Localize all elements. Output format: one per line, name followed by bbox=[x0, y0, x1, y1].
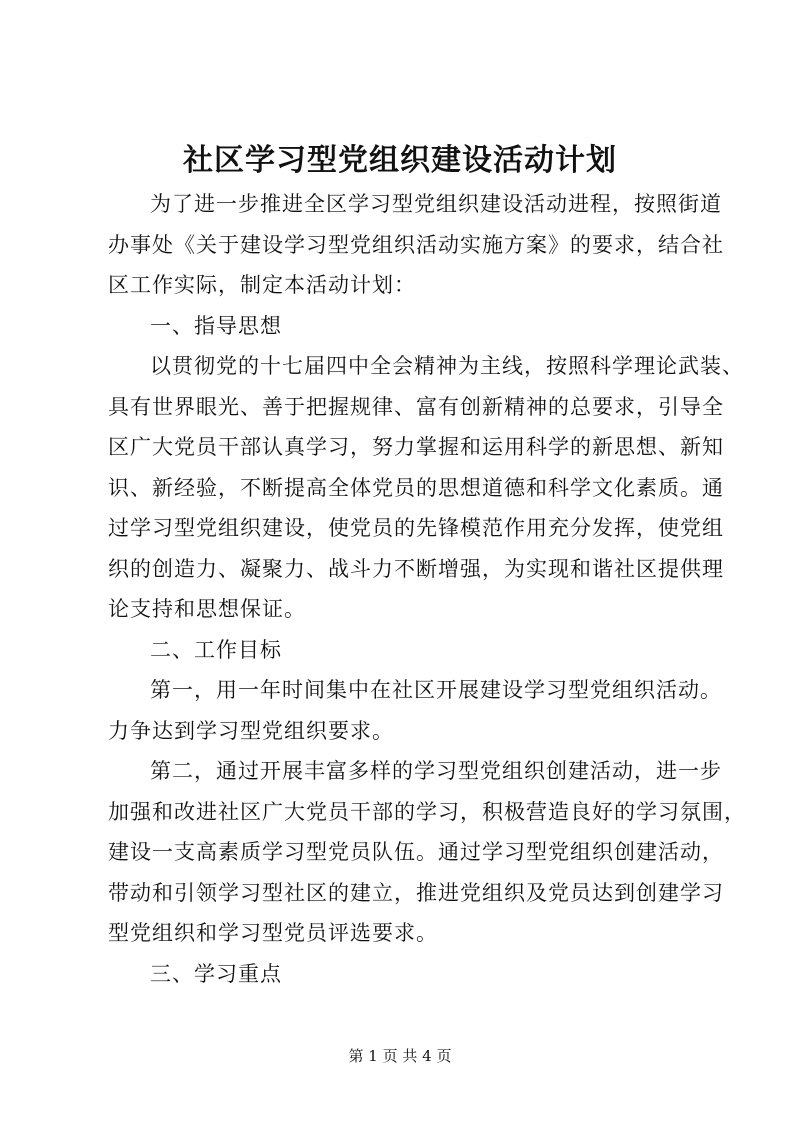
paragraph-guiding-line-1: 以贯彻党的十七届四中全会精神为主线，按照科学理论武装、 bbox=[150, 354, 744, 378]
paragraph-goal-2-line-4: 带动和引领学习型社区的建立，推进党组织及党员达到创建学习 bbox=[108, 880, 724, 905]
paragraph-guiding-line-7: 论支持和思想保证。 bbox=[108, 597, 306, 621]
paragraph-intro-line-3: 区工作实际，制定本活动计划： bbox=[108, 273, 416, 297]
section-heading-learning-focus: 三、学习重点 bbox=[150, 961, 282, 986]
paragraph-guiding-line-3: 区广大党员干部认真学习，努力掌握和运用科学的新思想、新知 bbox=[108, 435, 724, 459]
paragraph-goal-2-line-2: 加强和改进社区广大党员干部的学习，积极营造良好的学习氛围， bbox=[108, 799, 746, 824]
section-heading-guiding-thought: 一、指导思想 bbox=[150, 313, 282, 338]
document-body bbox=[108, 184, 746, 994]
paragraph-goal-2-line-3: 建设一支高素质学习型党员队伍。通过学习型党组织创建活动， bbox=[108, 840, 724, 864]
paragraph-goal-2-line-5: 型党组织和学习型党员评选要求。 bbox=[108, 921, 438, 945]
paragraph-guiding-line-6: 织的创造力、凝聚力、战斗力不断增强，为实现和谐社区提供理 bbox=[108, 556, 724, 581]
page-number-footer: 第 1 页 共 4 页 bbox=[348, 1047, 452, 1065]
paragraph-goal-1-line-1: 第一，用一年时间集中在社区开展建设学习型党组织活动。 bbox=[150, 678, 722, 702]
paragraph-goal-1-line-2: 力争达到学习型党组织要求。 bbox=[108, 718, 394, 743]
paragraph-intro-line-2: 办事处《关于建设学习型党组织活动实施方案》的要求，结合社 bbox=[108, 232, 724, 257]
paragraph-intro-line-1: 为了进一步推进全区学习型党组织建设活动进程，按照街道 bbox=[150, 192, 722, 216]
paragraph-guiding-line-4: 识、新经验，不断提高全体党员的思想道德和科学文化素质。通 bbox=[108, 475, 724, 500]
paragraph-goal-2-line-1: 第二，通过开展丰富多样的学习型党组织创建活动，进一步 bbox=[150, 759, 722, 783]
paragraph-guiding-line-5: 过学习型党组织建设，使党员的先锋模范作用充分发挥，使党组 bbox=[108, 516, 724, 540]
document-title: 社区学习型党组织建设活动计划 bbox=[183, 143, 617, 178]
section-heading-work-goals: 二、工作目标 bbox=[150, 637, 282, 662]
paragraph-guiding-line-2: 具有世界眼光、善于把握规律、富有创新精神的总要求，引导全 bbox=[108, 394, 724, 419]
